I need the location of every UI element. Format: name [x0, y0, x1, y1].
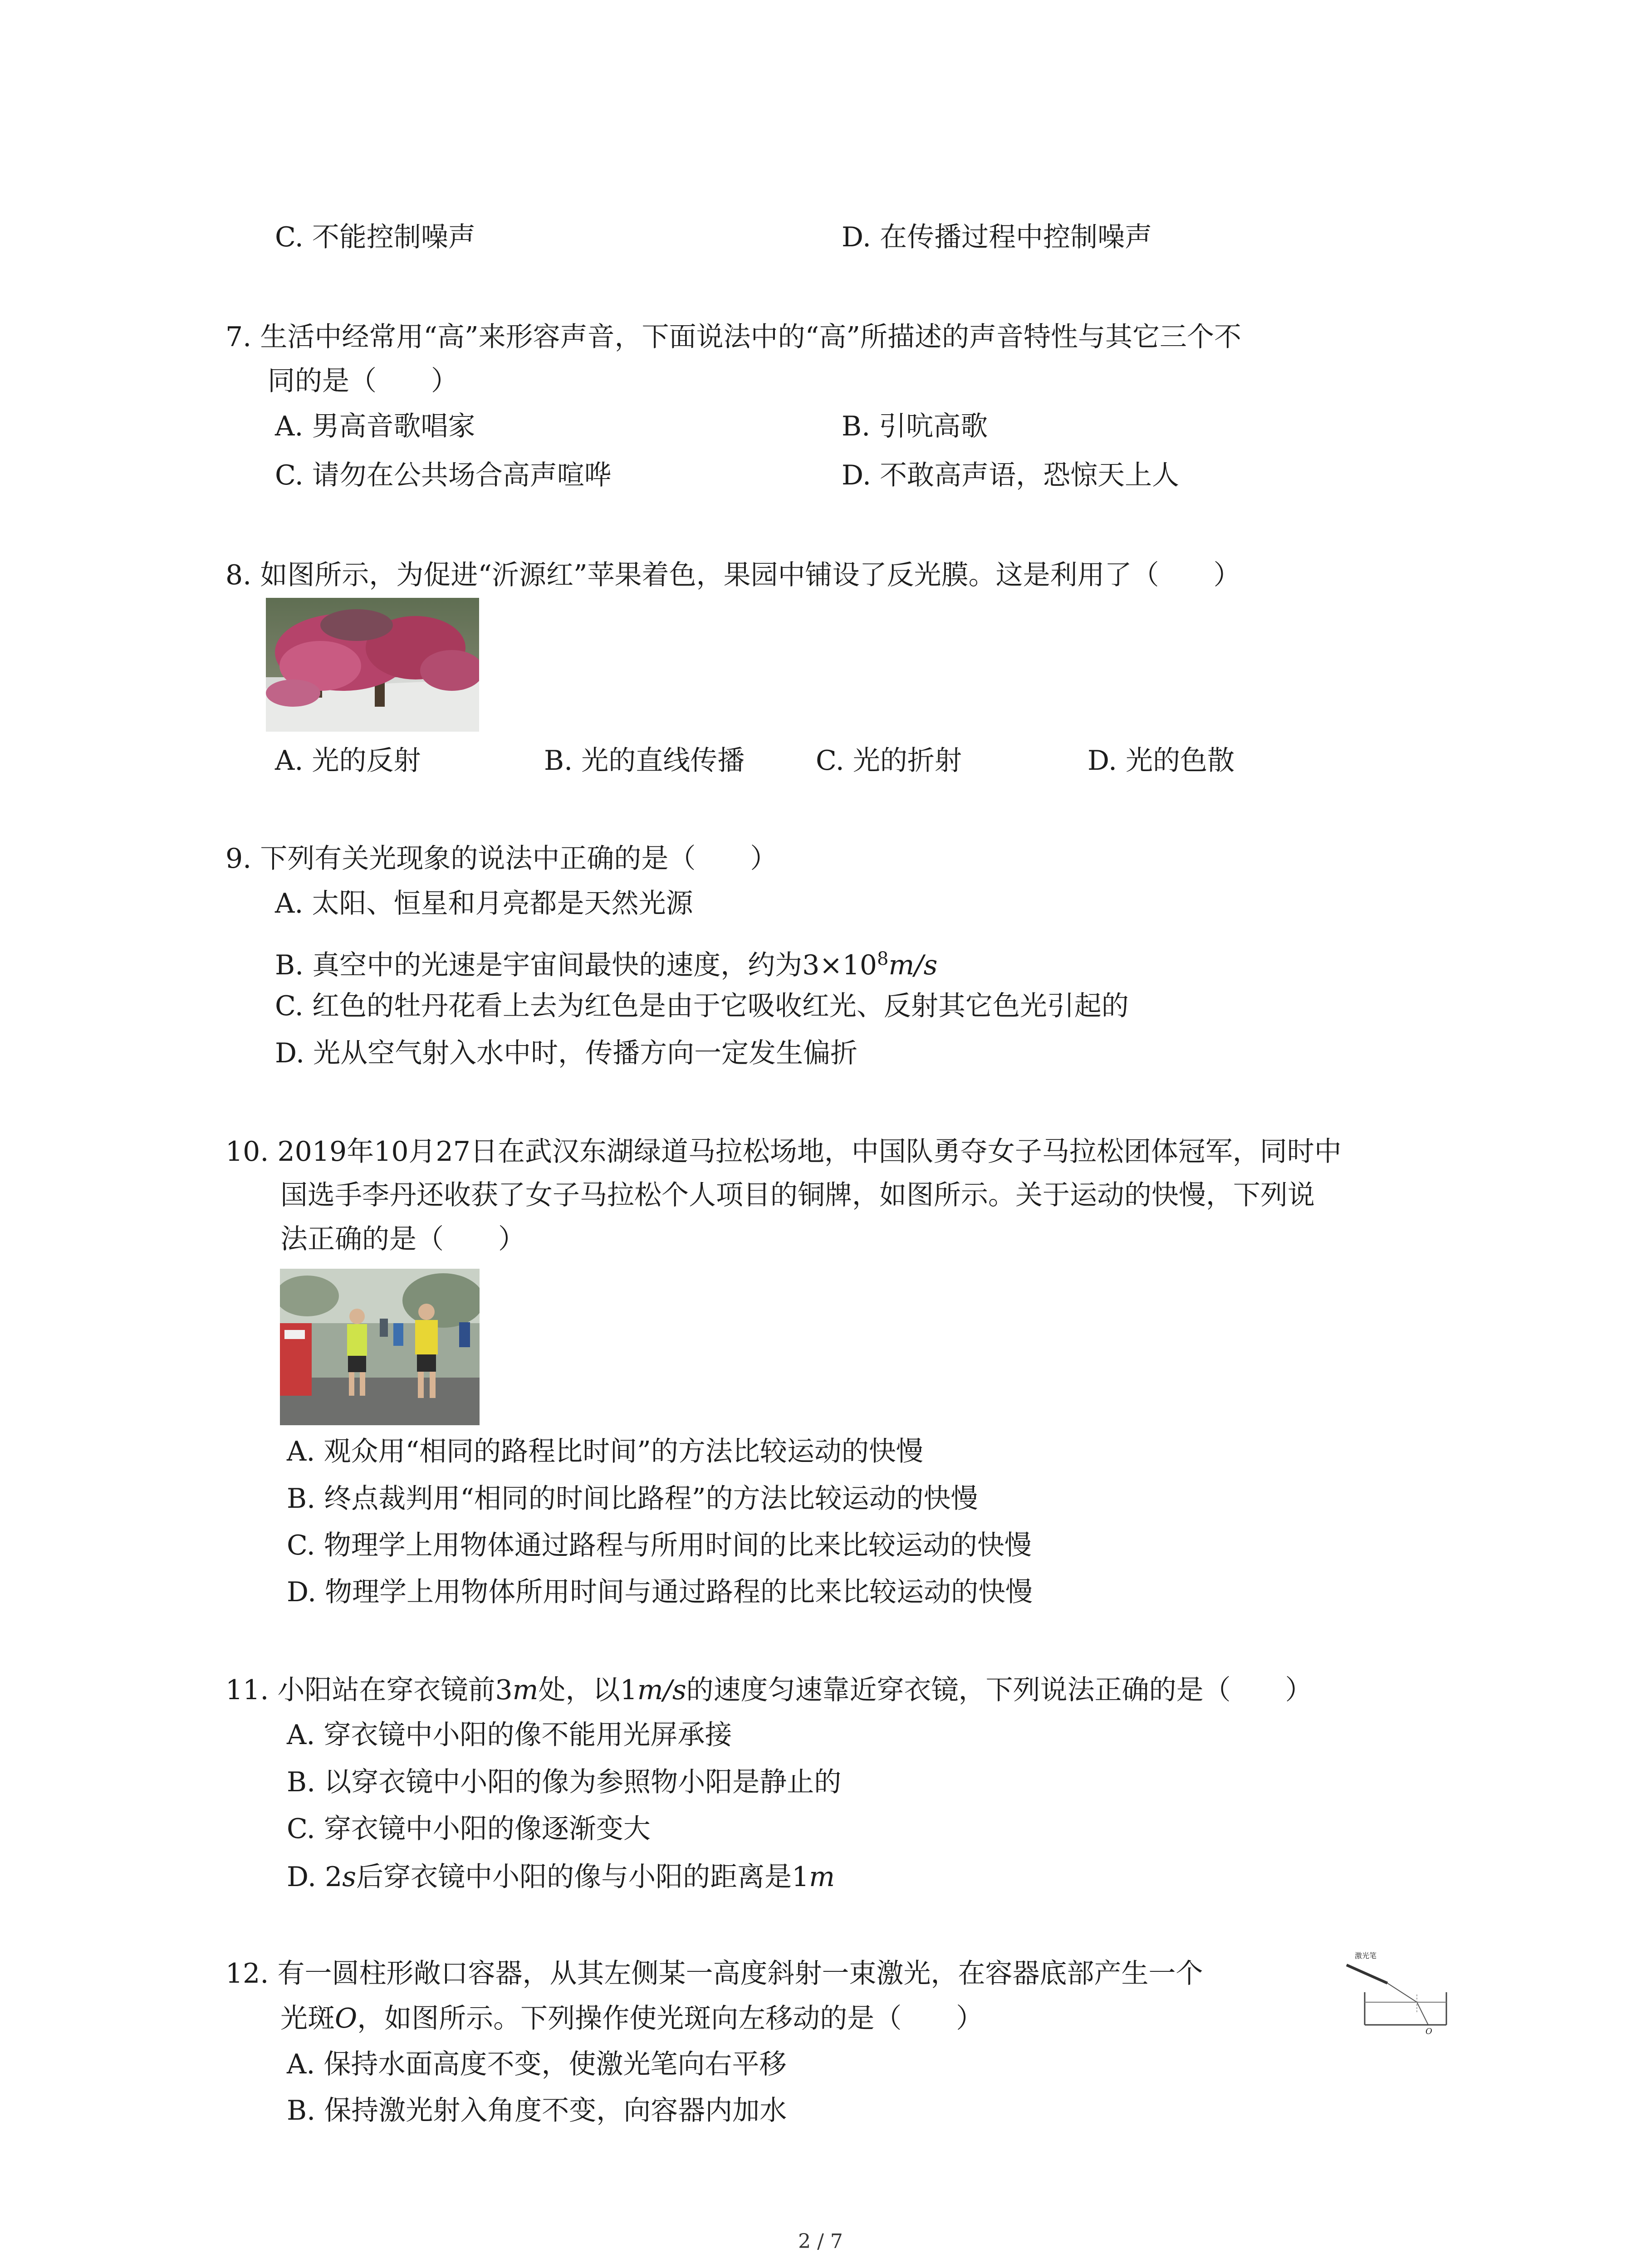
q11-option-d-mid: 后穿衣镜中小阳的像与小阳的距离是1 [356, 1861, 809, 1893]
q10-option-a: A. 观众用“相同的路程比时间”的方法比较运动的快慢 [287, 1436, 923, 1467]
q11-stem-unit-m: m [512, 1674, 539, 1706]
q9-option-a: A. 太阳、恒星和月亮都是天然光源 [275, 888, 693, 919]
marathon-runners-photo [280, 1269, 480, 1425]
q7-option-c: C. 请勿在公共场合高声喧哗 [275, 459, 612, 491]
q11-option-d-unit-s: s [342, 1861, 357, 1893]
q11-option-b: B. 以穿衣镜中小阳的像为参照物小阳是静止的 [287, 1766, 842, 1798]
laser-container-diagram [1337, 1951, 1451, 2042]
q7-option-d: D. 不敢高声语，恐惊天上人 [842, 459, 1180, 491]
q11-stem [225, 1672, 1313, 1708]
laser-beam-water [1417, 2002, 1428, 2025]
q7-option-a: A. 男高音歌唱家 [275, 411, 475, 442]
q11-option-a: A. 穿衣镜中小阳的像不能用光屏承接 [287, 1719, 732, 1751]
orchard-reflective-film-photo [266, 598, 479, 732]
q12-stem-line2-o: O [335, 2003, 358, 2034]
q9-option-b [275, 941, 937, 983]
q8-option-a: A. 光的反射 [275, 745, 421, 777]
q6-option-c: C. 不能控制噪声 [275, 221, 475, 253]
q11-stem-post: 的速度匀速靠近穿衣镜，下列说法正确的是（ ） [686, 1674, 1313, 1706]
q8-option-b: B. 光的直线传播 [544, 745, 745, 777]
q9-stem: 9. 下列有关光现象的说法中正确的是（ ） [225, 843, 778, 875]
q6-option-d: D. 在传播过程中控制噪声 [842, 221, 1152, 253]
q11-stem-pre: 11. 小阳站在穿衣镜前3 [225, 1674, 513, 1706]
q11-option-d [287, 1859, 835, 1895]
laser-pen-label: 激光笔 [1355, 1951, 1377, 1960]
q12-stem-line2-pre: 光斑 [280, 2003, 335, 2034]
q12-stem-line2-post: ，如图所示。下列操作使光斑向左移动的是（ ） [357, 2003, 984, 2034]
q11-option-d-pre: D. 2 [287, 1861, 343, 1893]
q11-stem-unit-ms: m/s [637, 1674, 686, 1706]
q12-option-a: A. 保持水面高度不变，使激光笔向右平移 [287, 2048, 787, 2080]
q7-option-b: B. 引吭高歌 [842, 411, 988, 442]
q10-option-c: C. 物理学上用物体通过路程与所用时间的比来比较运动的快慢 [287, 1530, 1032, 1561]
q10-option-d: D. 物理学上用物体所用时间与通过路程的比来比较运动的快慢 [287, 1576, 1033, 1608]
laser-pen-body [1347, 1965, 1387, 1983]
q9-option-b-unit: m/s [888, 949, 938, 981]
q11-stem-mid: 处，以1 [538, 1674, 637, 1706]
page-number: 2 / 7 [798, 2230, 843, 2253]
q12-stem-line1: 12. 有一圆柱形敞口容器，从其左侧某一高度斜射一束激光，在容器底部产生一个 [225, 1958, 1203, 1989]
q8-stem: 8. 如图所示，为促进“沂源红”苹果着色，果园中铺设了反光膜。这是利用了（ ） [225, 559, 1241, 591]
q7-stem-line2: 同的是（ ） [268, 365, 458, 397]
q9-option-d: D. 光从空气射入水中时，传播方向一定发生偏折 [275, 1037, 858, 1069]
spot-o-label: O [1425, 2027, 1432, 2036]
q11-option-d-unit-m: m [809, 1861, 835, 1893]
q11-option-c: C. 穿衣镜中小阳的像逐渐变大 [287, 1813, 651, 1845]
q10-option-b: B. 终点裁判用“相同的时间比路程”的方法比较运动的快慢 [287, 1483, 978, 1515]
laser-beam-air [1387, 1983, 1417, 2002]
q9-option-b-exponent: 8 [877, 948, 889, 969]
q9-option-b-text: B. 真空中的光速是宇宙间最快的速度，约为3×10 [275, 949, 877, 981]
q8-option-c: C. 光的折射 [816, 745, 962, 777]
q8-option-d: D. 光的色散 [1087, 745, 1235, 777]
q9-option-c: C. 红色的牡丹花看上去为红色是由于它吸收红光、反射其它色光引起的 [275, 990, 1129, 1022]
q10-stem-line1: 10. 2019年10月27日在武汉东湖绿道马拉松场地，中国队勇夺女子马拉松团体冠军，同时中 [225, 1136, 1342, 1168]
q10-stem-line3: 法正确的是（ ） [280, 1223, 525, 1255]
q10-stem-line2: 国选手李丹还收获了女子马拉松个人项目的铜牌，如图所示。关于运动的快慢，下列说 [280, 1179, 1315, 1211]
q7-stem-line1: 7. 生活中经常用“高”来形容声音，下面说法中的“高”所描述的声音特性与其它三个不 [225, 321, 1242, 353]
q12-stem-line2 [280, 2000, 983, 2037]
q12-option-b: B. 保持激光射入角度不变，向容器内加水 [287, 2095, 787, 2126]
